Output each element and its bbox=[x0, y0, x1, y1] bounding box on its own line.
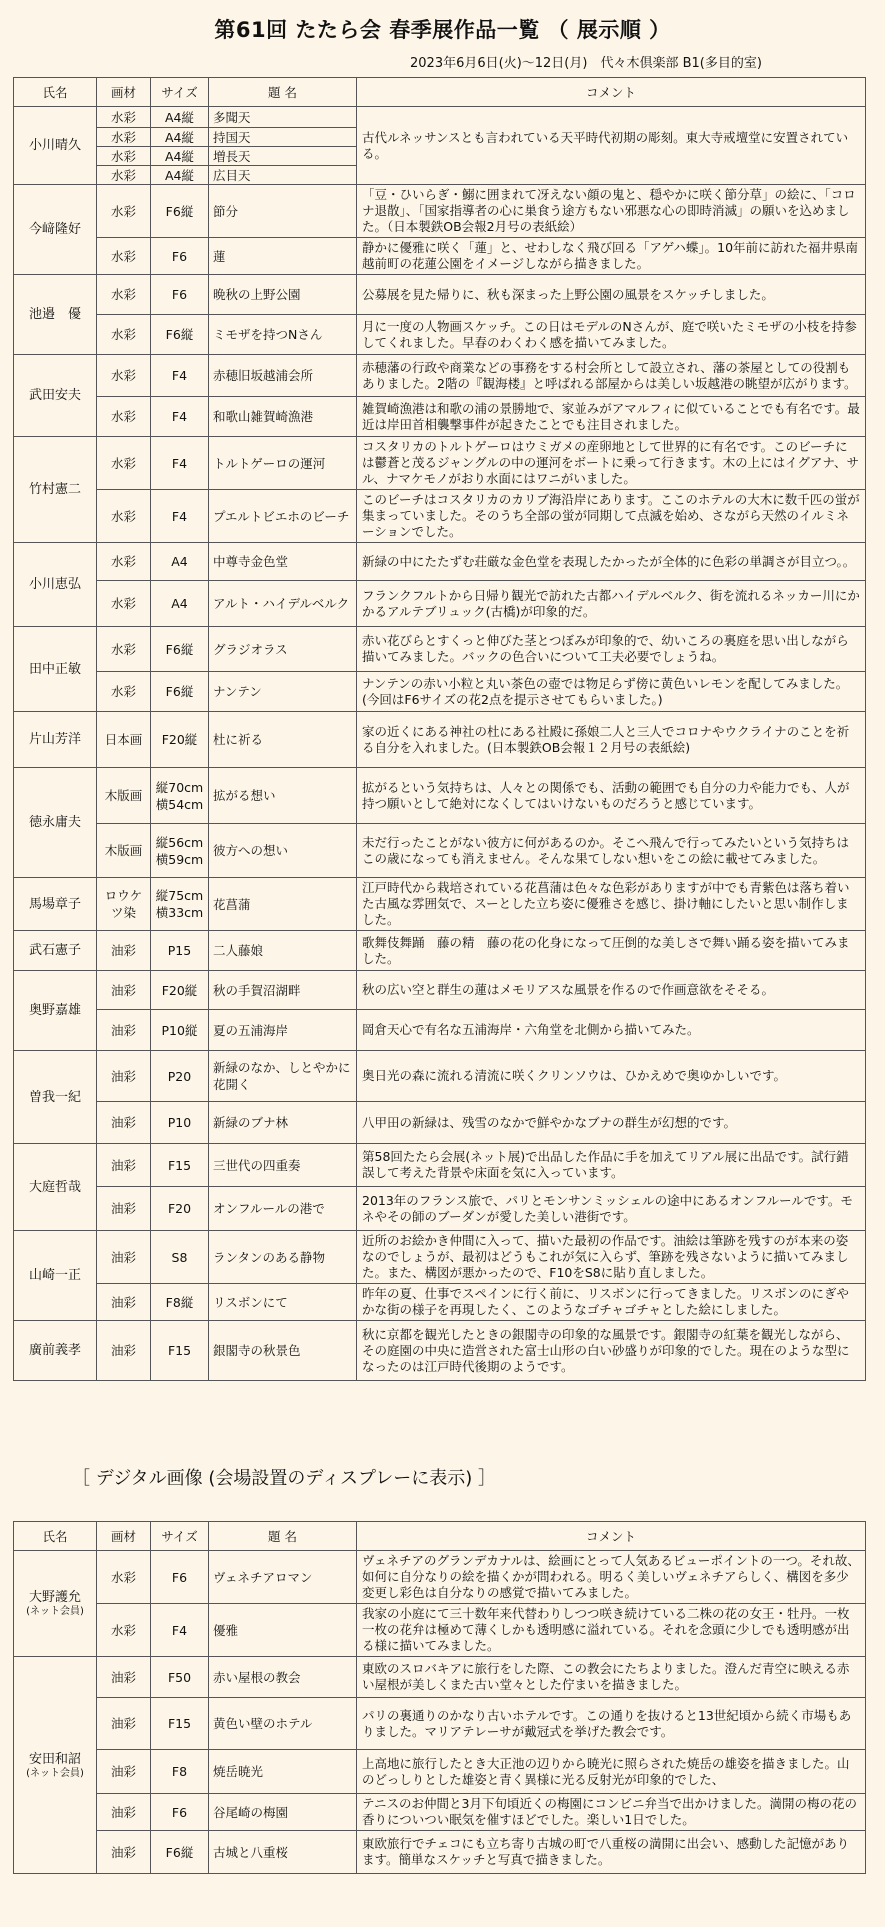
work-comment: 新緑の中にたたずむ荘厳な金色堂を表現したかったが全体的に色彩の単調さが目立つ。。 bbox=[357, 543, 866, 581]
work-medium: 水彩 bbox=[97, 315, 151, 355]
artist-name-text: 大庭哲哉 bbox=[28, 1179, 81, 1195]
work-medium: 日本画 bbox=[97, 712, 151, 768]
work-comment: 秋に京都を観光したときの銀閣寺の印象的な風景です。銀閣寺の紅葉を観光しながら、その庭園の中央に造営された富士山形の白い砂盛りが印象的でした。現在のような型になったのは江戸時代後期のようです。 bbox=[357, 1321, 866, 1381]
work-size: F6縦 bbox=[151, 315, 209, 355]
work-title: 夏の五浦海岸 bbox=[209, 1010, 357, 1051]
work-comment: 未だ行ったことがない彼方に何があるのか。そこへ飛んで行ってみたいという気持ちはこの歳になっても消えません。そんな果てしない想いをこの絵に載せてみました。 bbox=[357, 824, 866, 878]
artist-name bbox=[14, 1144, 97, 1231]
work-comment: 家の近くにある神社の杜にある社殿に孫娘二人と三人でコロナやウクライナのことを祈る自分を入れました。(日本製鉄OB会報１２月号の表紙絵) bbox=[357, 712, 866, 768]
work-title: 彼方への想い bbox=[209, 824, 357, 878]
work-medium: 水彩 bbox=[97, 1604, 151, 1657]
work-size: F6縦 bbox=[151, 185, 209, 238]
exhibition-date-venue: 2023年6月6日(火)〜12日(月) 代々木倶楽部 B1(多目的室) bbox=[410, 56, 762, 71]
work-size: F6縦 bbox=[151, 672, 209, 712]
work-medium: 油彩 bbox=[97, 1284, 151, 1321]
table-row bbox=[14, 238, 866, 275]
work-medium: 水彩 bbox=[97, 355, 151, 397]
table-row bbox=[14, 1284, 866, 1321]
work-size: F6縦 bbox=[151, 1831, 209, 1874]
work-title: 多聞天 bbox=[209, 107, 357, 128]
work-title: 拡がる想い bbox=[209, 768, 357, 824]
work-medium: 水彩 bbox=[97, 1551, 151, 1604]
work-medium: 油彩 bbox=[97, 1231, 151, 1284]
work-medium: 油彩 bbox=[97, 971, 151, 1010]
work-medium: 木版画 bbox=[97, 768, 151, 824]
work-size: F8 bbox=[151, 1750, 209, 1794]
work-comment: 近所のお絵かき仲間に入って、描いた最初の作品です。油絵は筆跡を残すのが本来の姿なのでしょうが、最初はどうもこれが気に入らず、筆跡を残さないように描いてみました。また、構図が悪かったので、F10をS8に貼り直しました。 bbox=[357, 1231, 866, 1284]
work-title: 晩秋の上野公園 bbox=[209, 275, 357, 315]
work-size: A4 bbox=[151, 581, 209, 627]
work-medium: 油彩 bbox=[97, 931, 151, 971]
work-medium: 水彩 bbox=[97, 185, 151, 238]
work-comment: 雑賀崎漁港は和歌の浦の景勝地で、家並みがアマルフィに似ていることでも有名です。最近は岸田首相襲撃事件が起きたことでも注目されました。 bbox=[357, 397, 866, 437]
table-row bbox=[14, 107, 866, 128]
artist-name bbox=[14, 437, 97, 543]
main-works-table bbox=[13, 77, 866, 1381]
work-size: 縦70cm 横54cm bbox=[151, 768, 209, 824]
work-comment: 岡倉天心で有名な五浦海岸・六角堂を北側から描いてみた。 bbox=[357, 1010, 866, 1051]
work-comment: 我家の小庭にて三十数年来代替わりしつつ咲き続けている二株の花の女王・牡丹。一枚一枚の花弁は極めて薄くしかも透明感に溢れている。それを念頭に少しでも透明感が出る様に描いてみました。 bbox=[357, 1604, 866, 1657]
table-row bbox=[14, 824, 866, 878]
work-size: S8 bbox=[151, 1231, 209, 1284]
work-title: 新緑のなか、しとやかに花開く bbox=[209, 1051, 357, 1102]
work-medium: 水彩 bbox=[97, 128, 151, 147]
work-medium: 油彩 bbox=[97, 1187, 151, 1231]
artist-name-text: 奥野嘉雄 bbox=[28, 1003, 81, 1018]
work-medium: 木版画 bbox=[97, 824, 151, 878]
work-comment: 拡がるという気持ちは、人々との関係でも、活動の範囲でも自分の力や能力でも、人が持つ願いとして絶対になくしてはいけないものだろうと感じています。 bbox=[357, 768, 866, 824]
work-comment: テニスのお仲間と3月下旬頃近くの梅園にコンビニ弁当で出かけました。満開の梅の花の香りについつい眠気を催すほどでした。楽しい1日でした。 bbox=[357, 1794, 866, 1831]
table-row bbox=[14, 275, 866, 315]
work-comment: 「豆・ひいらぎ・鰯に囲まれて冴えない顔の鬼と、穏やかに咲く節分草」の絵に、「コロナ退散」、「国家指導者の心に巣食う途方もない邪悪な心の即時消滅」の願いを込めました。（日本製鉄OB会報2月号の表紙絵） bbox=[357, 185, 866, 238]
work-comment: 古代ルネッサンスとも言われている天平時代初期の彫刻。東大寺戒壇堂に安置されている。 bbox=[357, 107, 866, 185]
table-row bbox=[14, 878, 866, 931]
work-title: 三世代の四重奏 bbox=[209, 1144, 357, 1187]
work-size: F20 bbox=[151, 1187, 209, 1231]
work-medium: 水彩 bbox=[97, 166, 151, 185]
work-medium: 水彩 bbox=[97, 437, 151, 490]
table-row bbox=[14, 543, 866, 581]
work-size: F4 bbox=[151, 490, 209, 543]
work-comment: 赤穂藩の行政や商業などの事務をする村会所として設立され、藩の茶屋としての役割もありました。2階の『観海楼』と呼ばれる部屋からは美しい坂越港の眺望が広がります。 bbox=[357, 355, 866, 397]
work-title: アルト・ハイデルベルク bbox=[209, 581, 357, 627]
work-title: 和歌山雑賀崎漁港 bbox=[209, 397, 357, 437]
work-title: トルトゲーロの運河 bbox=[209, 437, 357, 490]
table-row bbox=[14, 581, 866, 627]
table-row bbox=[14, 1144, 866, 1187]
work-size: F20縦 bbox=[151, 971, 209, 1010]
work-size: F20縦 bbox=[151, 712, 209, 768]
table-row bbox=[14, 931, 866, 971]
work-comment: このビーチはコスタリカのカリブ海沿岸にあります。ここのホテルの大木に数千匹の蛍が集まっていました。そのうち全部の蛍が同期して点滅を始め、さながら天然のイルミネーションでした。 bbox=[357, 490, 866, 543]
work-medium: 油彩 bbox=[97, 1010, 151, 1051]
artist-name-text: 山崎一正 bbox=[28, 1268, 81, 1283]
table-row bbox=[14, 1794, 866, 1831]
work-title: 新緑のブナ林 bbox=[209, 1102, 357, 1144]
header-work: 題 名 bbox=[209, 78, 357, 107]
table-row bbox=[14, 768, 866, 824]
work-medium: 水彩 bbox=[97, 147, 151, 166]
work-comment: ヴェネチアのグランデカナルは、絵画にとって人気あるビューポイントの一つ。それ故、如何に自分なりの絵を描くかが問われる。明るく美しいヴェネチアらしく、構図を多少変更し彩色は自分なりの感覚で描いてみました。 bbox=[357, 1551, 866, 1604]
work-medium: 油彩 bbox=[97, 1698, 151, 1750]
artist-name bbox=[14, 355, 97, 437]
work-comment: 江戸時代から栽培されている花菖蒲は色々な色彩がありますが中でも青紫色は落ち着いた古風な雰囲気で、スーとした立ち姿に優雅さを感じ、掛け軸にしたいと思い制作しました。 bbox=[357, 878, 866, 931]
work-comment: 第58回たたら会展(ネット展)で出品した作品に手を加えてリアル展に出品です。試行錯誤して考えた背景や床面を気に入っています。 bbox=[357, 1144, 866, 1187]
table-row bbox=[14, 1750, 866, 1794]
work-title: 黄色い壁のホテル bbox=[209, 1698, 357, 1750]
header-comment: コメント bbox=[357, 1522, 866, 1551]
work-medium: 水彩 bbox=[97, 107, 151, 128]
artist-name-text: 徳永庸夫 bbox=[28, 815, 81, 830]
work-medium: 油彩 bbox=[97, 1750, 151, 1794]
artist-name bbox=[14, 1051, 97, 1144]
work-medium: 水彩 bbox=[97, 238, 151, 275]
work-size: A4縦 bbox=[151, 107, 209, 128]
work-size: F4 bbox=[151, 397, 209, 437]
table-header-row bbox=[14, 1522, 866, 1551]
work-title: ランタンのある静物 bbox=[209, 1231, 357, 1284]
work-comment: 東欧旅行でチェコにも立ち寄り古城の町で八重桜の満開に出会い、感動した記憶があります。簡単なスケッチと写真で描きました。 bbox=[357, 1831, 866, 1874]
work-title: リスボンにて bbox=[209, 1284, 357, 1321]
work-size: 縦75cm 横33cm bbox=[151, 878, 209, 931]
work-comment: 東欧のスロバキアに旅行をした際、この教会にたちよりました。澄んだ青空に映える赤い屋根が美しくまた古い堂々とした佇まいを描きました。 bbox=[357, 1657, 866, 1698]
work-comment: 2013年のフランス旅で、パリとモンサンミッシェルの途中にあるオンフルールです。モネやその師のブーダンが愛した美しい港街です。 bbox=[357, 1187, 866, 1231]
work-size: P15 bbox=[151, 931, 209, 971]
artist-name bbox=[14, 971, 97, 1051]
table-row bbox=[14, 1231, 866, 1284]
work-comment: 上高地に旅行したとき大正池の辺りから暁光に照らされた焼岳の雄姿を描きました。山のどっしりとした雄姿と青く異様に光る反射光が印象的でした、 bbox=[357, 1750, 866, 1794]
work-title: 秋の手賀沼湖畔 bbox=[209, 971, 357, 1010]
work-size: F4 bbox=[151, 1604, 209, 1657]
artist-name-text: 曽我一紀 bbox=[28, 1089, 81, 1105]
work-comment: 静かに優雅に咲く「蓮」と、せわしなく飛び回る「アゲハ蝶」。10年前に訪れた福井県南越前町の花蓮公園をイメージしながら描きました。 bbox=[357, 238, 866, 275]
header-medium: 画材 bbox=[97, 78, 151, 107]
work-comment: ナンテンの赤い小粒と丸い茶色の壺では物足らず傍に黄色いレモンを配してみました。(今回はF6サイズの花2点を提示させてもらいました。) bbox=[357, 672, 866, 712]
table-row bbox=[14, 355, 866, 397]
header-name: 氏名 bbox=[14, 78, 97, 107]
work-title: 持国天 bbox=[209, 128, 357, 147]
table-row bbox=[14, 1657, 866, 1698]
work-medium: 油彩 bbox=[97, 1831, 151, 1874]
artist-name-text: 池邉 優 bbox=[28, 307, 81, 322]
work-medium: 水彩 bbox=[97, 543, 151, 581]
work-comment: 赤い花びらとすくっと伸びた茎とつぼみが印象的で、幼いころの裏庭を思い出しながら描いてみました。バックの色合いについて工夫必要でしょうね。 bbox=[357, 627, 866, 672]
work-size: F15 bbox=[151, 1144, 209, 1187]
work-medium: 水彩 bbox=[97, 490, 151, 543]
artist-name bbox=[14, 1657, 97, 1874]
work-title: 二人藤娘 bbox=[209, 931, 357, 971]
artist-name bbox=[14, 1321, 97, 1381]
artist-name-text: 小川恵弘 bbox=[28, 577, 81, 592]
table-row bbox=[14, 1187, 866, 1231]
work-medium: 油彩 bbox=[97, 1657, 151, 1698]
work-title: 焼岳暁光 bbox=[209, 1750, 357, 1794]
work-medium: 油彩 bbox=[97, 1051, 151, 1102]
work-title: 杜に祈る bbox=[209, 712, 357, 768]
work-medium: 水彩 bbox=[97, 672, 151, 712]
work-medium: ロウケツ染 bbox=[97, 878, 151, 931]
artist-name bbox=[14, 931, 97, 971]
header-comment: コメント bbox=[357, 78, 866, 107]
work-medium: 油彩 bbox=[97, 1794, 151, 1831]
work-size: P10縦 bbox=[151, 1010, 209, 1051]
table-row bbox=[14, 1321, 866, 1381]
work-title: 赤い屋根の教会 bbox=[209, 1657, 357, 1698]
artist-name-text: 竹村憲二 bbox=[28, 482, 81, 497]
table-row bbox=[14, 185, 866, 238]
work-size: F15 bbox=[151, 1698, 209, 1750]
work-size: F50 bbox=[151, 1657, 209, 1698]
work-title: 銀閣寺の秋景色 bbox=[209, 1321, 357, 1381]
work-medium: 油彩 bbox=[97, 1144, 151, 1187]
artist-name bbox=[14, 1231, 97, 1321]
work-medium: 油彩 bbox=[97, 1102, 151, 1144]
work-size: F4 bbox=[151, 437, 209, 490]
work-title: 古城と八重桜 bbox=[209, 1831, 357, 1874]
table-row bbox=[14, 1551, 866, 1604]
work-title: ナンテン bbox=[209, 672, 357, 712]
artist-name-text: 今﨑隆好 bbox=[28, 222, 81, 237]
work-size: F6 bbox=[151, 1551, 209, 1604]
work-title: プエルトビエホのビーチ bbox=[209, 490, 357, 543]
work-title: 増長天 bbox=[209, 147, 357, 166]
work-title: 赤穂旧坂越浦会所 bbox=[209, 355, 357, 397]
artist-name bbox=[14, 275, 97, 355]
table-row bbox=[14, 490, 866, 543]
work-title: 谷尾崎の梅園 bbox=[209, 1794, 357, 1831]
artist-name-text: 田中正敏 bbox=[28, 661, 81, 677]
artist-name-text: 大野護允 bbox=[28, 1590, 81, 1605]
work-size: P10 bbox=[151, 1102, 209, 1144]
artist-name bbox=[14, 543, 97, 627]
work-comment: コスタリカのトルトゲーロはウミガメの産卵地として世界的に有名です。このビーチには鬱蒼と茂るジャングルの中の運河をボートに乗って行きます。木の上にはイグアナ、サル、ナマケモノがおり水面にはワニがいました。 bbox=[357, 437, 866, 490]
artist-name bbox=[14, 107, 97, 185]
table-row bbox=[14, 397, 866, 437]
artist-name bbox=[14, 627, 97, 712]
header-size: サイズ bbox=[151, 78, 209, 107]
work-title: オンフルールの港で bbox=[209, 1187, 357, 1231]
work-comment: 昨年の夏、仕事でスペインに行く前に、リスボンに行ってきました。リスボンのにぎやかな街の様子を再現したく、このようなゴチャゴチャとした絵にしました。 bbox=[357, 1284, 866, 1321]
header-name: 氏名 bbox=[14, 1522, 97, 1551]
work-medium: 水彩 bbox=[97, 275, 151, 315]
table-row bbox=[14, 1698, 866, 1750]
work-comment: フランクフルトから日帰り観光で訪れた古都ハイデルベルク、街を流れるネッカー川にかかるアルテブリュック(古橋)が印象的だ。 bbox=[357, 581, 866, 627]
artist-name bbox=[14, 712, 97, 768]
work-title: 蓮 bbox=[209, 238, 357, 275]
work-title: ミモザを持つNさん bbox=[209, 315, 357, 355]
digital-section-title: ［ デジタル画像 (会場設置のディスプレーに表示) ］ bbox=[72, 1468, 496, 1489]
work-title: 花菖蒲 bbox=[209, 878, 357, 931]
work-title: 中尊寺金色堂 bbox=[209, 543, 357, 581]
work-size: A4縦 bbox=[151, 128, 209, 147]
work-size: F6 bbox=[151, 238, 209, 275]
member-type: (ネット会員) bbox=[26, 1606, 84, 1617]
table-row bbox=[14, 712, 866, 768]
work-size: A4 bbox=[151, 543, 209, 581]
work-title: グラジオラス bbox=[209, 627, 357, 672]
work-title: 広目天 bbox=[209, 166, 357, 185]
work-comment: 公募展を見た帰りに、秋も深まった上野公園の風景をスケッチしました。 bbox=[357, 275, 866, 315]
digital-works-table bbox=[13, 1521, 866, 1874]
work-size: A4縦 bbox=[151, 166, 209, 185]
table-row bbox=[14, 1051, 866, 1102]
header-size: サイズ bbox=[151, 1522, 209, 1551]
work-size: F15 bbox=[151, 1321, 209, 1381]
work-comment: 歌舞伎舞踊 藤の精 藤の花の化身になって圧倒的な美しさで舞い踊る姿を描いてみました。 bbox=[357, 931, 866, 971]
artist-name-text: 馬場章子 bbox=[28, 896, 81, 912]
artist-name-text: 武石憲子 bbox=[28, 943, 81, 958]
work-size: 縦56cm 横59cm bbox=[151, 824, 209, 878]
work-comment: 月に一度の人物画スケッチ。この日はモデルのNさんが、庭で咲いたミモザの小枝を持参してくれました。早春のわくわく感を描いてみました。 bbox=[357, 315, 866, 355]
work-medium: 水彩 bbox=[97, 627, 151, 672]
work-size: F4 bbox=[151, 355, 209, 397]
table-row bbox=[14, 315, 866, 355]
work-medium: 水彩 bbox=[97, 397, 151, 437]
artist-name bbox=[14, 768, 97, 878]
table-row bbox=[14, 672, 866, 712]
work-size: F6 bbox=[151, 275, 209, 315]
work-title: 節分 bbox=[209, 185, 357, 238]
work-medium: 水彩 bbox=[97, 581, 151, 627]
work-size: P20 bbox=[151, 1051, 209, 1102]
work-comment: パリの裏通りのかなり古いホテルです。この通りを抜けると13世紀頃から続く市場もありました。マリアテレーサが戴冠式を挙げた教会です。 bbox=[357, 1698, 866, 1750]
table-row bbox=[14, 1102, 866, 1144]
work-title: ヴェネチアロマン bbox=[209, 1551, 357, 1604]
artist-name bbox=[14, 185, 97, 275]
table-row bbox=[14, 1010, 866, 1051]
artist-name bbox=[14, 1551, 97, 1657]
artist-name-text: 安田和詔 bbox=[28, 1751, 81, 1767]
work-comment: 奥日光の森に流れる清流に咲くクリンソウは、ひかえめで奥ゆかしいです。 bbox=[357, 1051, 866, 1102]
artist-name bbox=[14, 878, 97, 931]
table-row bbox=[14, 1831, 866, 1874]
work-medium: 油彩 bbox=[97, 1321, 151, 1381]
artist-name-text: 小川晴久 bbox=[28, 138, 81, 153]
table-row bbox=[14, 437, 866, 490]
member-type: (ネット会員) bbox=[26, 1767, 84, 1779]
table-row bbox=[14, 627, 866, 672]
header-work: 題 名 bbox=[209, 1522, 357, 1551]
table-row bbox=[14, 971, 866, 1010]
artist-name-text: 片山芳洋 bbox=[28, 732, 81, 747]
header-medium: 画材 bbox=[97, 1522, 151, 1551]
artist-name-text: 武田安夫 bbox=[28, 388, 81, 403]
table-row bbox=[14, 1604, 866, 1657]
work-title: 優雅 bbox=[209, 1604, 357, 1657]
work-comment: 八甲田の新緑は、残雪のなかで鮮やかなブナの群生が幻想的です。 bbox=[357, 1102, 866, 1144]
table-header-row bbox=[14, 78, 866, 107]
work-size: F6 bbox=[151, 1794, 209, 1831]
work-comment: 秋の広い空と群生の蓮はメモリアスな風景を作るので作画意欲をそそる。 bbox=[357, 971, 866, 1010]
work-size: F8縦 bbox=[151, 1284, 209, 1321]
page-title: 第61回 たたら会 春季展作品一覧 （ 展示順 ） bbox=[214, 18, 671, 42]
artist-name-text: 廣前義孝 bbox=[28, 1343, 81, 1358]
work-size: A4縦 bbox=[151, 147, 209, 166]
work-size: F6縦 bbox=[151, 627, 209, 672]
